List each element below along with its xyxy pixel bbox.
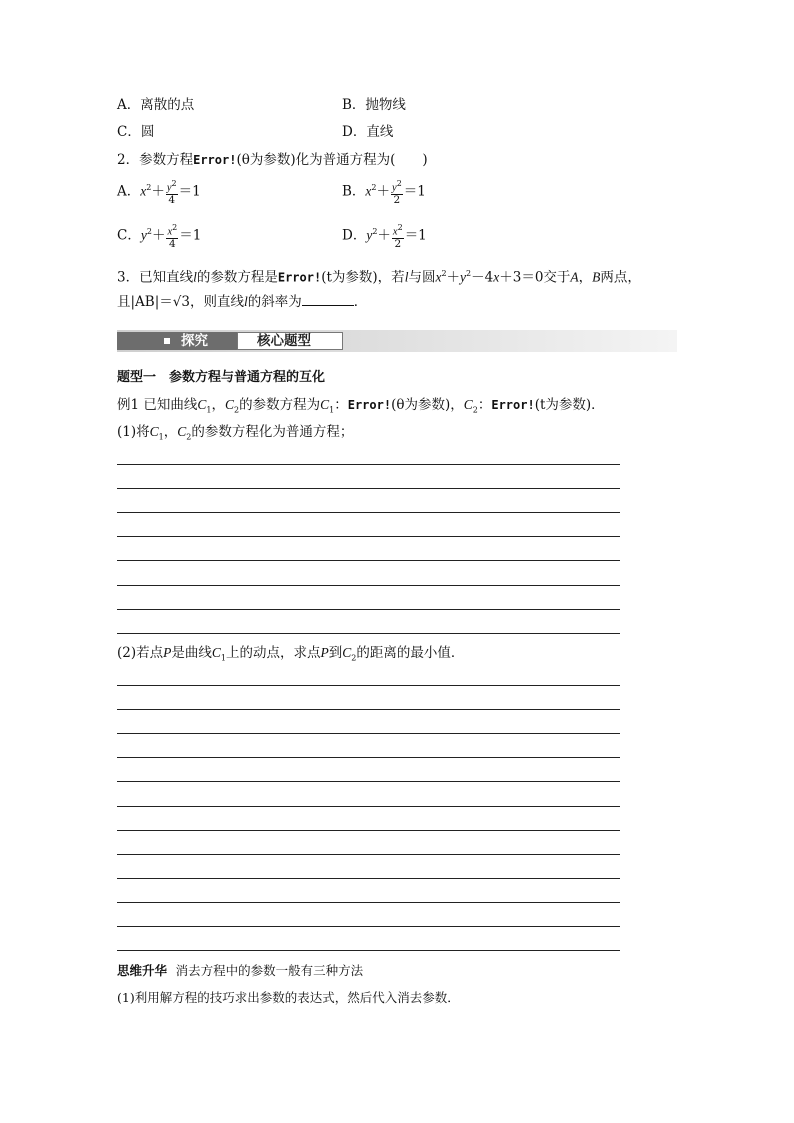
- ex1-mid: 的参数方程为: [239, 397, 321, 413]
- q2-b-label: B．: [342, 183, 366, 200]
- example1-stem: 例1 已知曲线$C_1$，$C_2$的参数方程为$C_1$：Error!(θ为参数)，$C_2$：Error!(t为参数)．: [117, 397, 605, 415]
- q2-d-fraction: $\frac{x^2}{2}$: [392, 223, 403, 250]
- q3-prefix: 3．已知直线: [117, 269, 194, 286]
- q1-option-b: B．抛物线: [342, 97, 406, 113]
- q3-line1: 3．已知直线l的参数方程是Error!(t为参数)，若l与圆$x^2+y^2-4x+3=0$交于A，B两点，: [117, 269, 641, 286]
- section-banner: [117, 330, 677, 352]
- answer-line[interactable]: [117, 464, 620, 465]
- q3-line2-end: ．: [353, 294, 368, 310]
- part2-question: (2)若点P是曲线$C_1$上的动点，求点P到$C_2$的距离的最小值．: [117, 645, 465, 663]
- q3-rest2: 与圆: [408, 269, 436, 286]
- q3-error-token: Error!: [277, 270, 322, 285]
- ex1-theta-param: (θ为参数)，: [391, 397, 464, 413]
- ex1-prefix: 例1 已知曲线: [117, 397, 198, 413]
- part2-e: 的距离的最小值．: [356, 645, 465, 661]
- q2-a-eq: ＝1: [178, 183, 201, 200]
- answer-line[interactable]: [117, 806, 620, 807]
- banner-right-label: 核心题型: [257, 333, 311, 349]
- answer-line[interactable]: [117, 757, 620, 758]
- q2-d-eq: ＝1: [404, 227, 427, 244]
- answer-line[interactable]: [117, 685, 620, 686]
- part1-question: (1)将$C_1$，$C_2$的参数方程化为普通方程；: [117, 424, 354, 442]
- q2-c-label: C．: [117, 227, 141, 244]
- answer-line[interactable]: [117, 781, 620, 782]
- answer-line[interactable]: [117, 560, 620, 561]
- summary-heading: [117, 962, 363, 980]
- part1-tail: 的参数方程化为普通方程；: [191, 424, 354, 440]
- q3-line2-prefix: 且|AB|＝√3，则直线: [117, 294, 244, 310]
- ex1-error-token-2: Error!: [491, 398, 535, 412]
- answer-line[interactable]: [117, 926, 620, 927]
- answer-line[interactable]: [117, 585, 620, 586]
- banner-left-label: 探究: [181, 333, 208, 349]
- answer-line[interactable]: [117, 709, 620, 710]
- q2-c-fraction: $\frac{x^2}{4}$: [167, 223, 178, 250]
- ex1-t-param: (t为参数)．: [534, 397, 605, 413]
- q3-line2: 且|AB|＝√3，则直线l的斜率为 ．: [117, 294, 368, 310]
- answer-line[interactable]: [117, 878, 620, 879]
- q2-option-c: C．$y^2+$ $\frac{x^2}{4}$ ＝1: [117, 223, 202, 250]
- type1-title: 题型一 参数方程与普通方程的互化: [117, 370, 326, 385]
- q2-d-label: D．: [342, 227, 367, 244]
- q1-option-a: A．离散的点: [117, 97, 195, 113]
- part2-d: 到: [328, 645, 343, 661]
- q1-option-d: D．直线: [342, 124, 394, 140]
- q2-stem-paren: (θ为参数)化为普通方程为( ): [236, 152, 428, 168]
- q3-rest: (t为参数)，若: [321, 269, 405, 286]
- q2-c-eq: ＝1: [179, 227, 202, 244]
- q2-b-eq: ＝1: [403, 183, 426, 200]
- q3-circle-tail: ＋3＝0交于: [499, 269, 571, 286]
- banner-dark-block: [117, 332, 237, 350]
- answer-line[interactable]: [117, 488, 620, 489]
- q3-line2-mid: 的斜率为: [247, 294, 302, 310]
- part2-a: (2)若点: [117, 645, 164, 661]
- q2-option-b: B．$x^2+$ $\frac{y^2}{2}$ ＝1: [342, 179, 426, 206]
- answer-line[interactable]: [117, 830, 620, 831]
- q2-option-d: D．$y^2+$ $\frac{x^2}{2}$ ＝1: [342, 223, 427, 250]
- part1-prefix: (1)将: [117, 424, 150, 440]
- answer-line[interactable]: [117, 854, 620, 855]
- answer-line[interactable]: [117, 733, 620, 734]
- q2-b-fraction: $\frac{y^2}{2}$: [392, 179, 402, 206]
- square-bullet-icon: [164, 338, 170, 344]
- q2-stem-prefix: 2．参数方程: [117, 152, 194, 168]
- answer-line[interactable]: [117, 950, 620, 951]
- part2-b: 是曲线: [171, 645, 212, 661]
- part2-c: 上的动点，求点: [225, 645, 321, 661]
- summary-item-1: (1)利用解方程的技巧求出参数的表达式，然后代入消去参数．: [117, 990, 460, 1005]
- q2-a-fraction: $\frac{y^2}{4}$: [166, 179, 177, 206]
- q2-stem: [117, 151, 428, 169]
- q3-answer-blank[interactable]: [302, 293, 354, 306]
- answer-line[interactable]: [117, 902, 620, 903]
- answer-line[interactable]: [117, 633, 620, 634]
- q3-mid: 的参数方程是: [196, 269, 278, 286]
- summary-title-tail: 消去方程中的参数一般有三种方法: [175, 963, 364, 978]
- answer-line[interactable]: [117, 512, 620, 513]
- q2-a-label: A．: [117, 183, 141, 200]
- q2-error-token: Error!: [193, 153, 237, 167]
- answer-line[interactable]: [117, 536, 620, 537]
- q2-option-a: A．$x^2+$ $\frac{y^2}{4}$ ＝1: [117, 179, 201, 206]
- answer-line[interactable]: [117, 609, 620, 610]
- summary-title: 思维升华: [117, 963, 168, 978]
- q1-option-c: C．圆: [117, 124, 155, 140]
- ex1-error-token-1: Error!: [347, 398, 392, 412]
- q3-points-tail: 两点，: [600, 269, 641, 286]
